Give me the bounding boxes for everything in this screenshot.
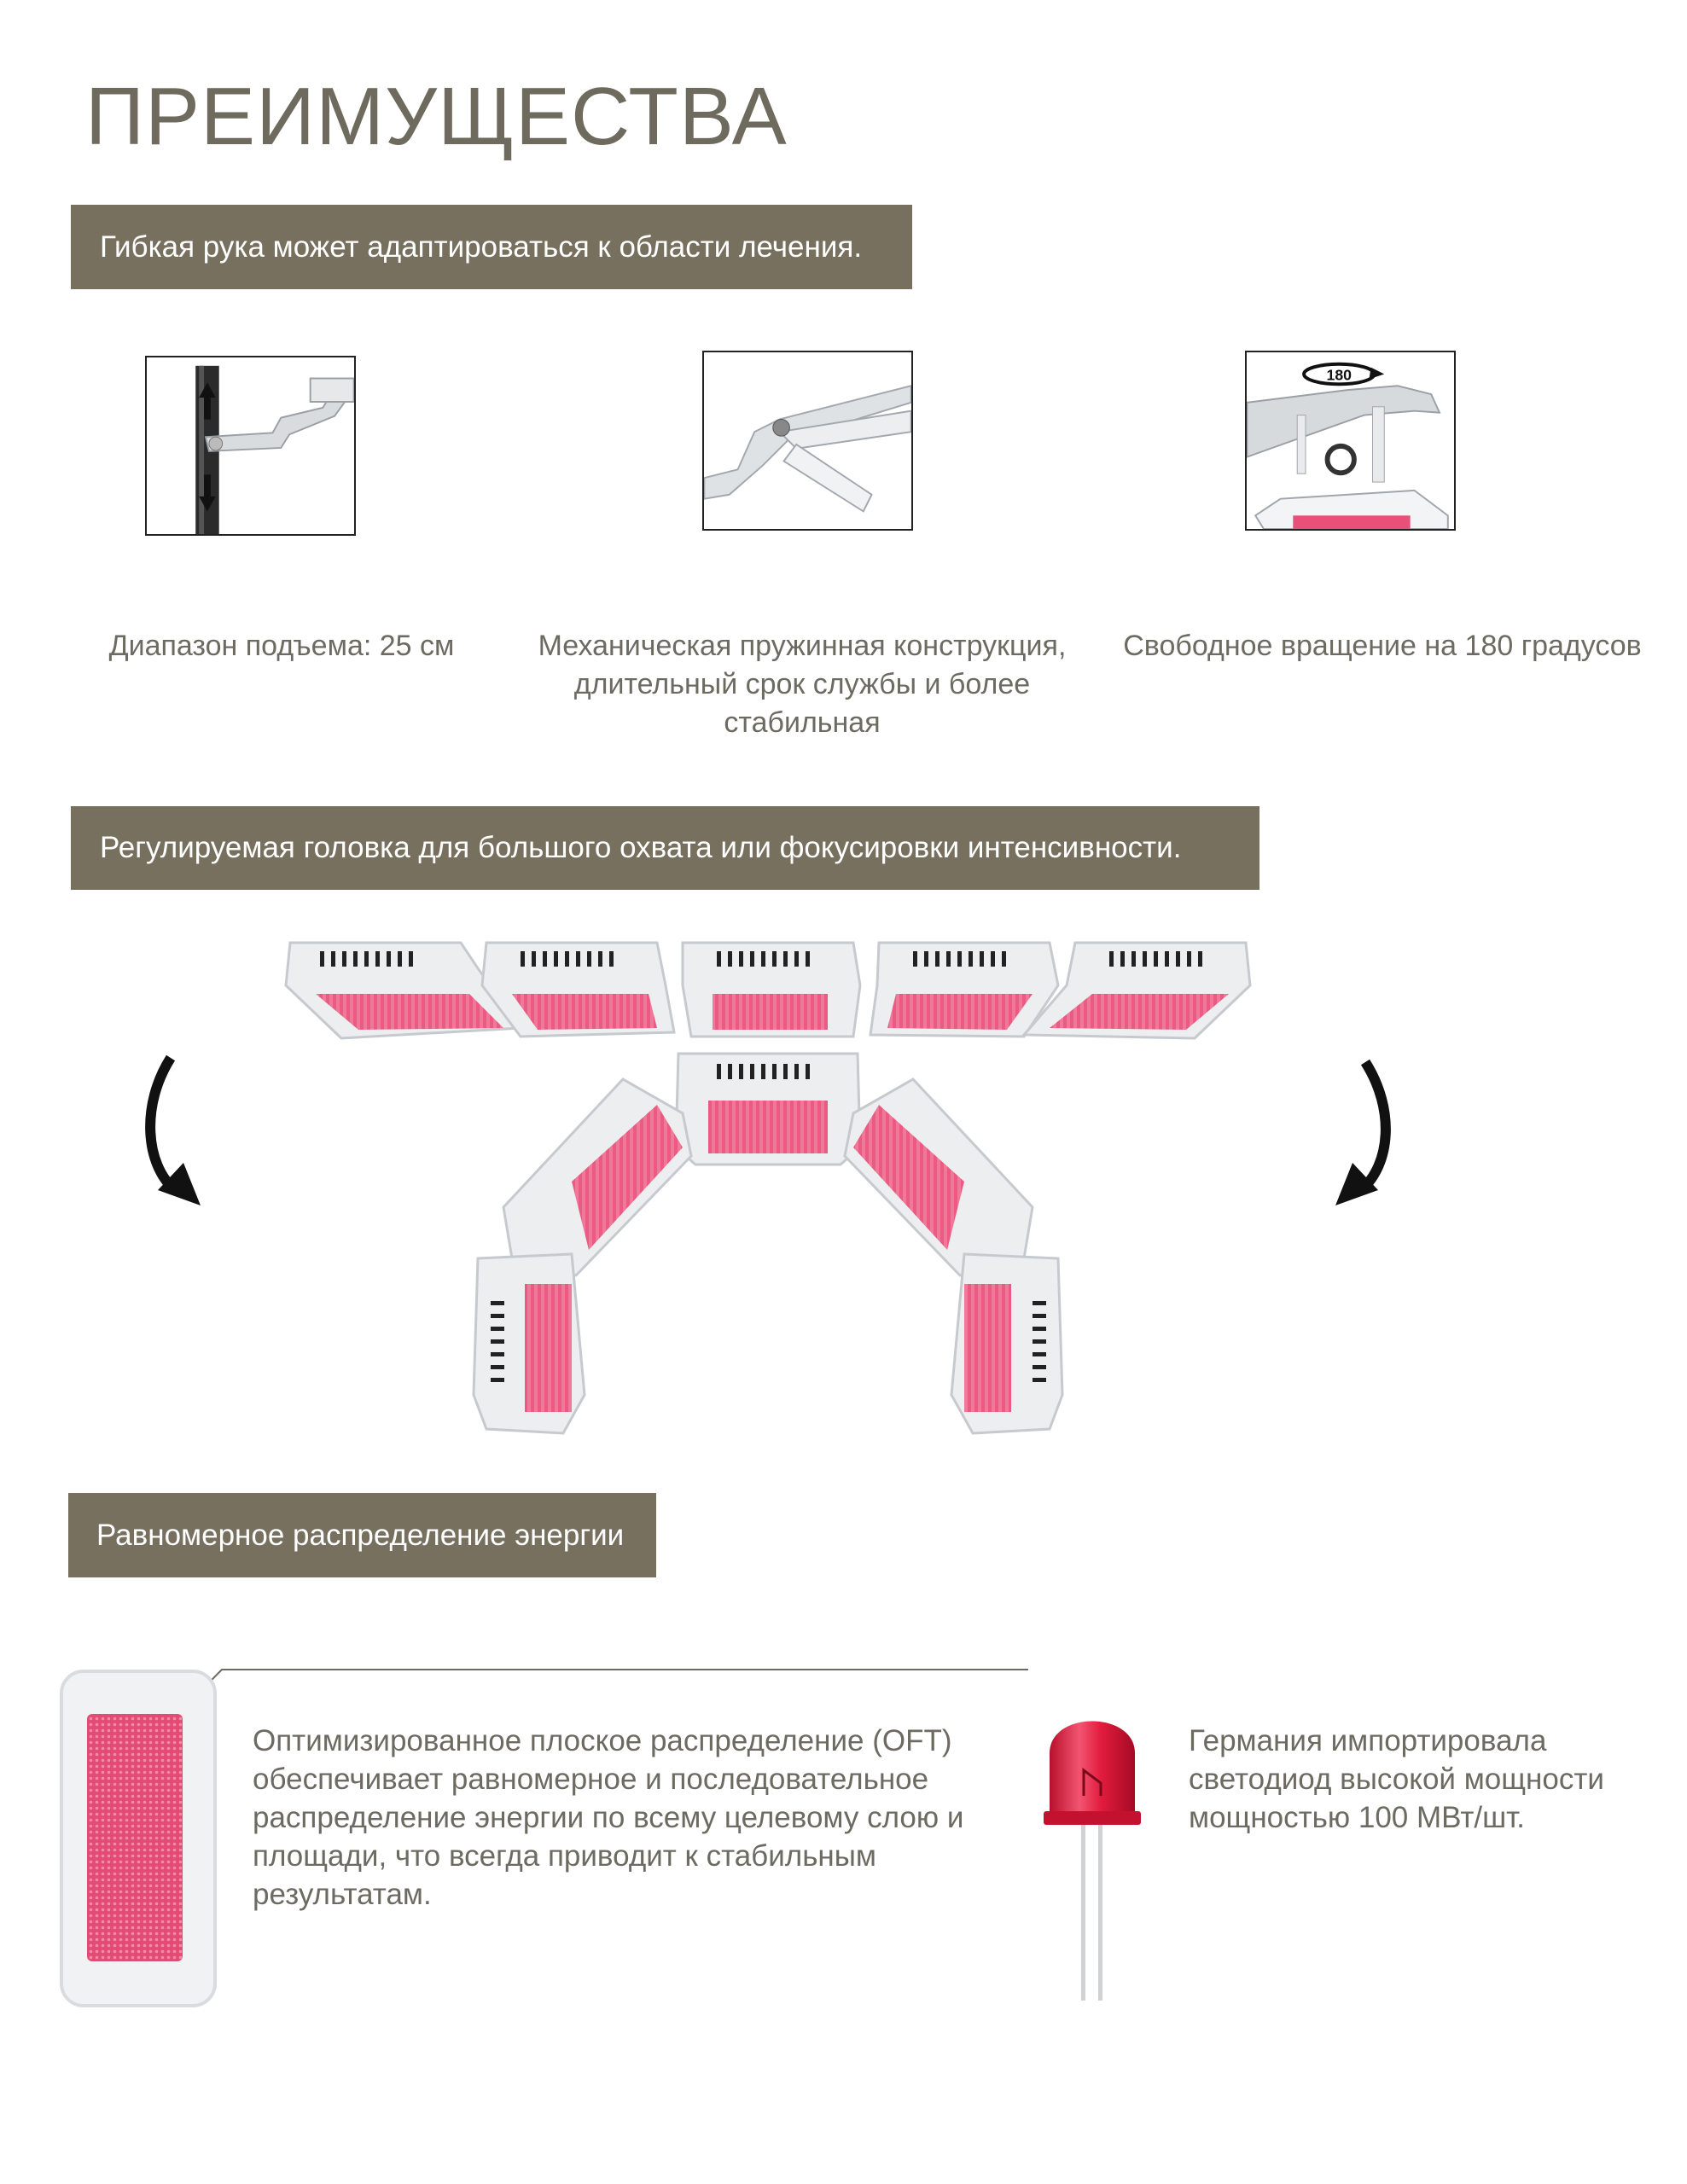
curved-panel-formation — [474, 1054, 1062, 1433]
led-description: Германия импортировала светодиод высокой мощности мощностью 100 МВт/шт. — [1189, 1724, 1604, 1834]
curved-arrow-right-icon — [1335, 1062, 1386, 1205]
lift-arm-illustration — [147, 357, 354, 534]
section-heading-adjustable-head — [71, 806, 1259, 890]
rotation-arm-illustration — [1247, 352, 1454, 529]
adjustable-head-illustration — [145, 934, 1425, 1463]
led-head-panels — [145, 934, 1425, 1463]
rotation-180-image — [1245, 351, 1456, 531]
callout-leader-line — [175, 1668, 1028, 1719]
section-heading-energy — [68, 1493, 656, 1577]
section-heading-text: Регулируемая головка для большого охвата или фокусировки интенсивности. — [100, 831, 1182, 864]
page-title: ПРЕИМУЩЕСТВА — [85, 71, 788, 162]
oft-panel-image — [58, 1668, 220, 2009]
feature-caption-lift: Диапазон подъема: 25 см — [108, 630, 455, 662]
feature-caption-spring: Механическая пружинная конструкция, длительный срок службы и более стабильная — [538, 630, 1067, 739]
section-heading-text: Гибкая рука может адаптироваться к области лечения. — [100, 229, 863, 264]
feature-caption-rotation: Свободное вращение на 180 градусов — [1123, 630, 1642, 662]
led-diode-icon — [1037, 1702, 1148, 2001]
flat-panel-row — [286, 943, 1250, 1038]
rotation-180-icon — [1304, 364, 1384, 385]
led-image — [1037, 1702, 1148, 2001]
oft-panel-illustration — [58, 1668, 220, 2009]
spring-mechanism-image — [702, 351, 913, 531]
oft-description: Оптимизированное плоское распределение (OFT) обеспечивает равномерное и последовательное распределение энергии по всему целевому слою и площади, что всегда приводит к стабильным результатам. — [253, 1724, 964, 1911]
rotation-label: 180 — [1326, 366, 1352, 384]
curved-arrow-left-icon — [150, 1058, 201, 1205]
lift-range-image — [145, 356, 356, 536]
spring-arm-illustration — [704, 352, 911, 529]
section-heading-text: Равномерное распределение энергии — [96, 1518, 625, 1552]
section-heading-flexible-arm — [71, 205, 912, 289]
